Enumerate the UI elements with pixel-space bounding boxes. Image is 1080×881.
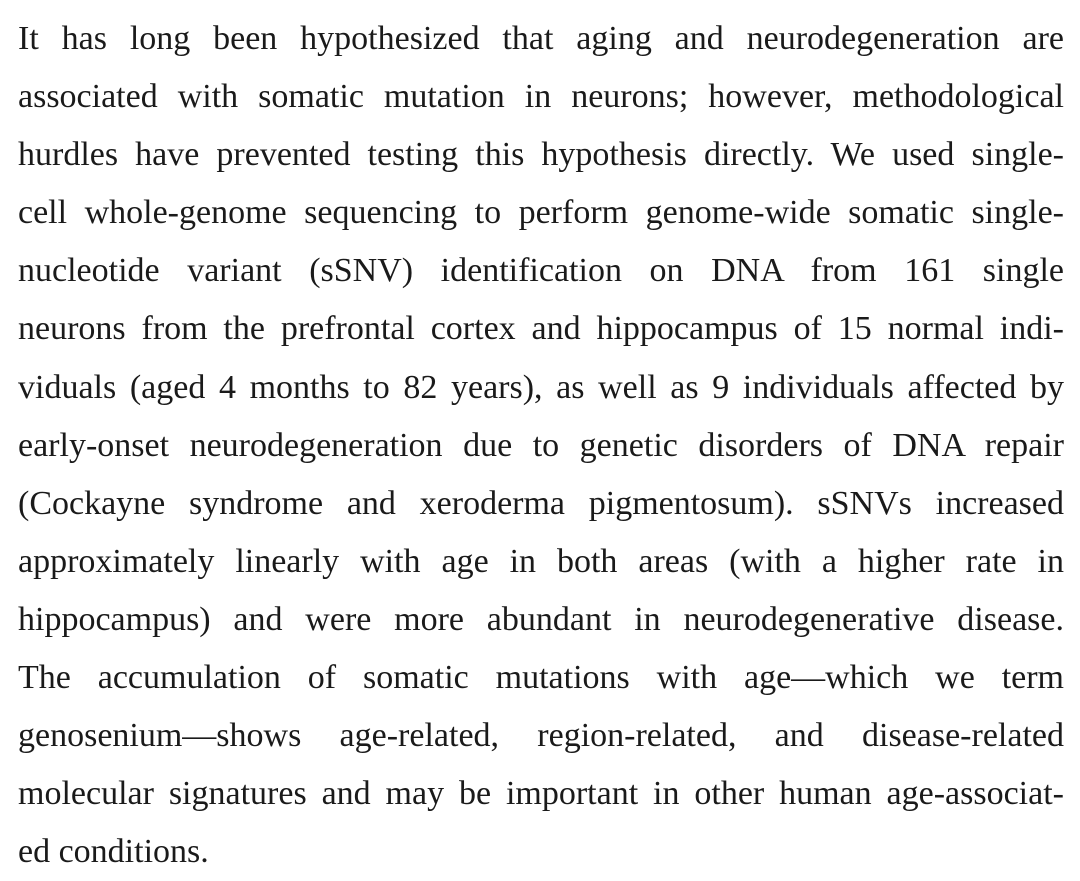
abstract-line: hippocampus) and were more abundant in neurodegenerative disease. [18,600,1064,638]
abstract-paragraph [18,10,1064,881]
abstract-line: viduals (aged 4 months to 82 years), as well as 9 individuals affected by [18,368,1064,406]
abstract-line: The accumulation of somatic mutations with age—which we term [18,659,1064,697]
abstract-line: nucleotide variant (sSNV) identification on DNA from 161 single [18,252,1064,290]
abstract-line: genosenium—shows age-related, region-related, and disease-related [18,717,1064,755]
abstract-line: early-onset neurodegeneration due to genetic disorders of DNA repair [18,426,1064,464]
abstract-line: cell whole-genome sequencing to perform genome-wide somatic single- [18,194,1064,232]
abstract-line: molecular signatures and may be important in other human age-associat- [18,775,1064,813]
abstract-line: neurons from the prefrontal cortex and hippocampus of 15 normal indi- [18,310,1064,348]
abstract-line: approximately linearly with age in both areas (with a higher rate in [18,542,1064,580]
abstract-line: hurdles have prevented testing this hypothesis directly. We used single- [18,136,1064,174]
abstract-line: (Cockayne syndrome and xeroderma pigmentosum). sSNVs increased [18,484,1064,522]
abstract-line: It has long been hypothesized that aging and neurodegeneration are [18,20,1064,57]
abstract-line: associated with somatic mutation in neurons; however, methodological [18,78,1064,116]
abstract-line: ed conditions. [18,833,209,871]
